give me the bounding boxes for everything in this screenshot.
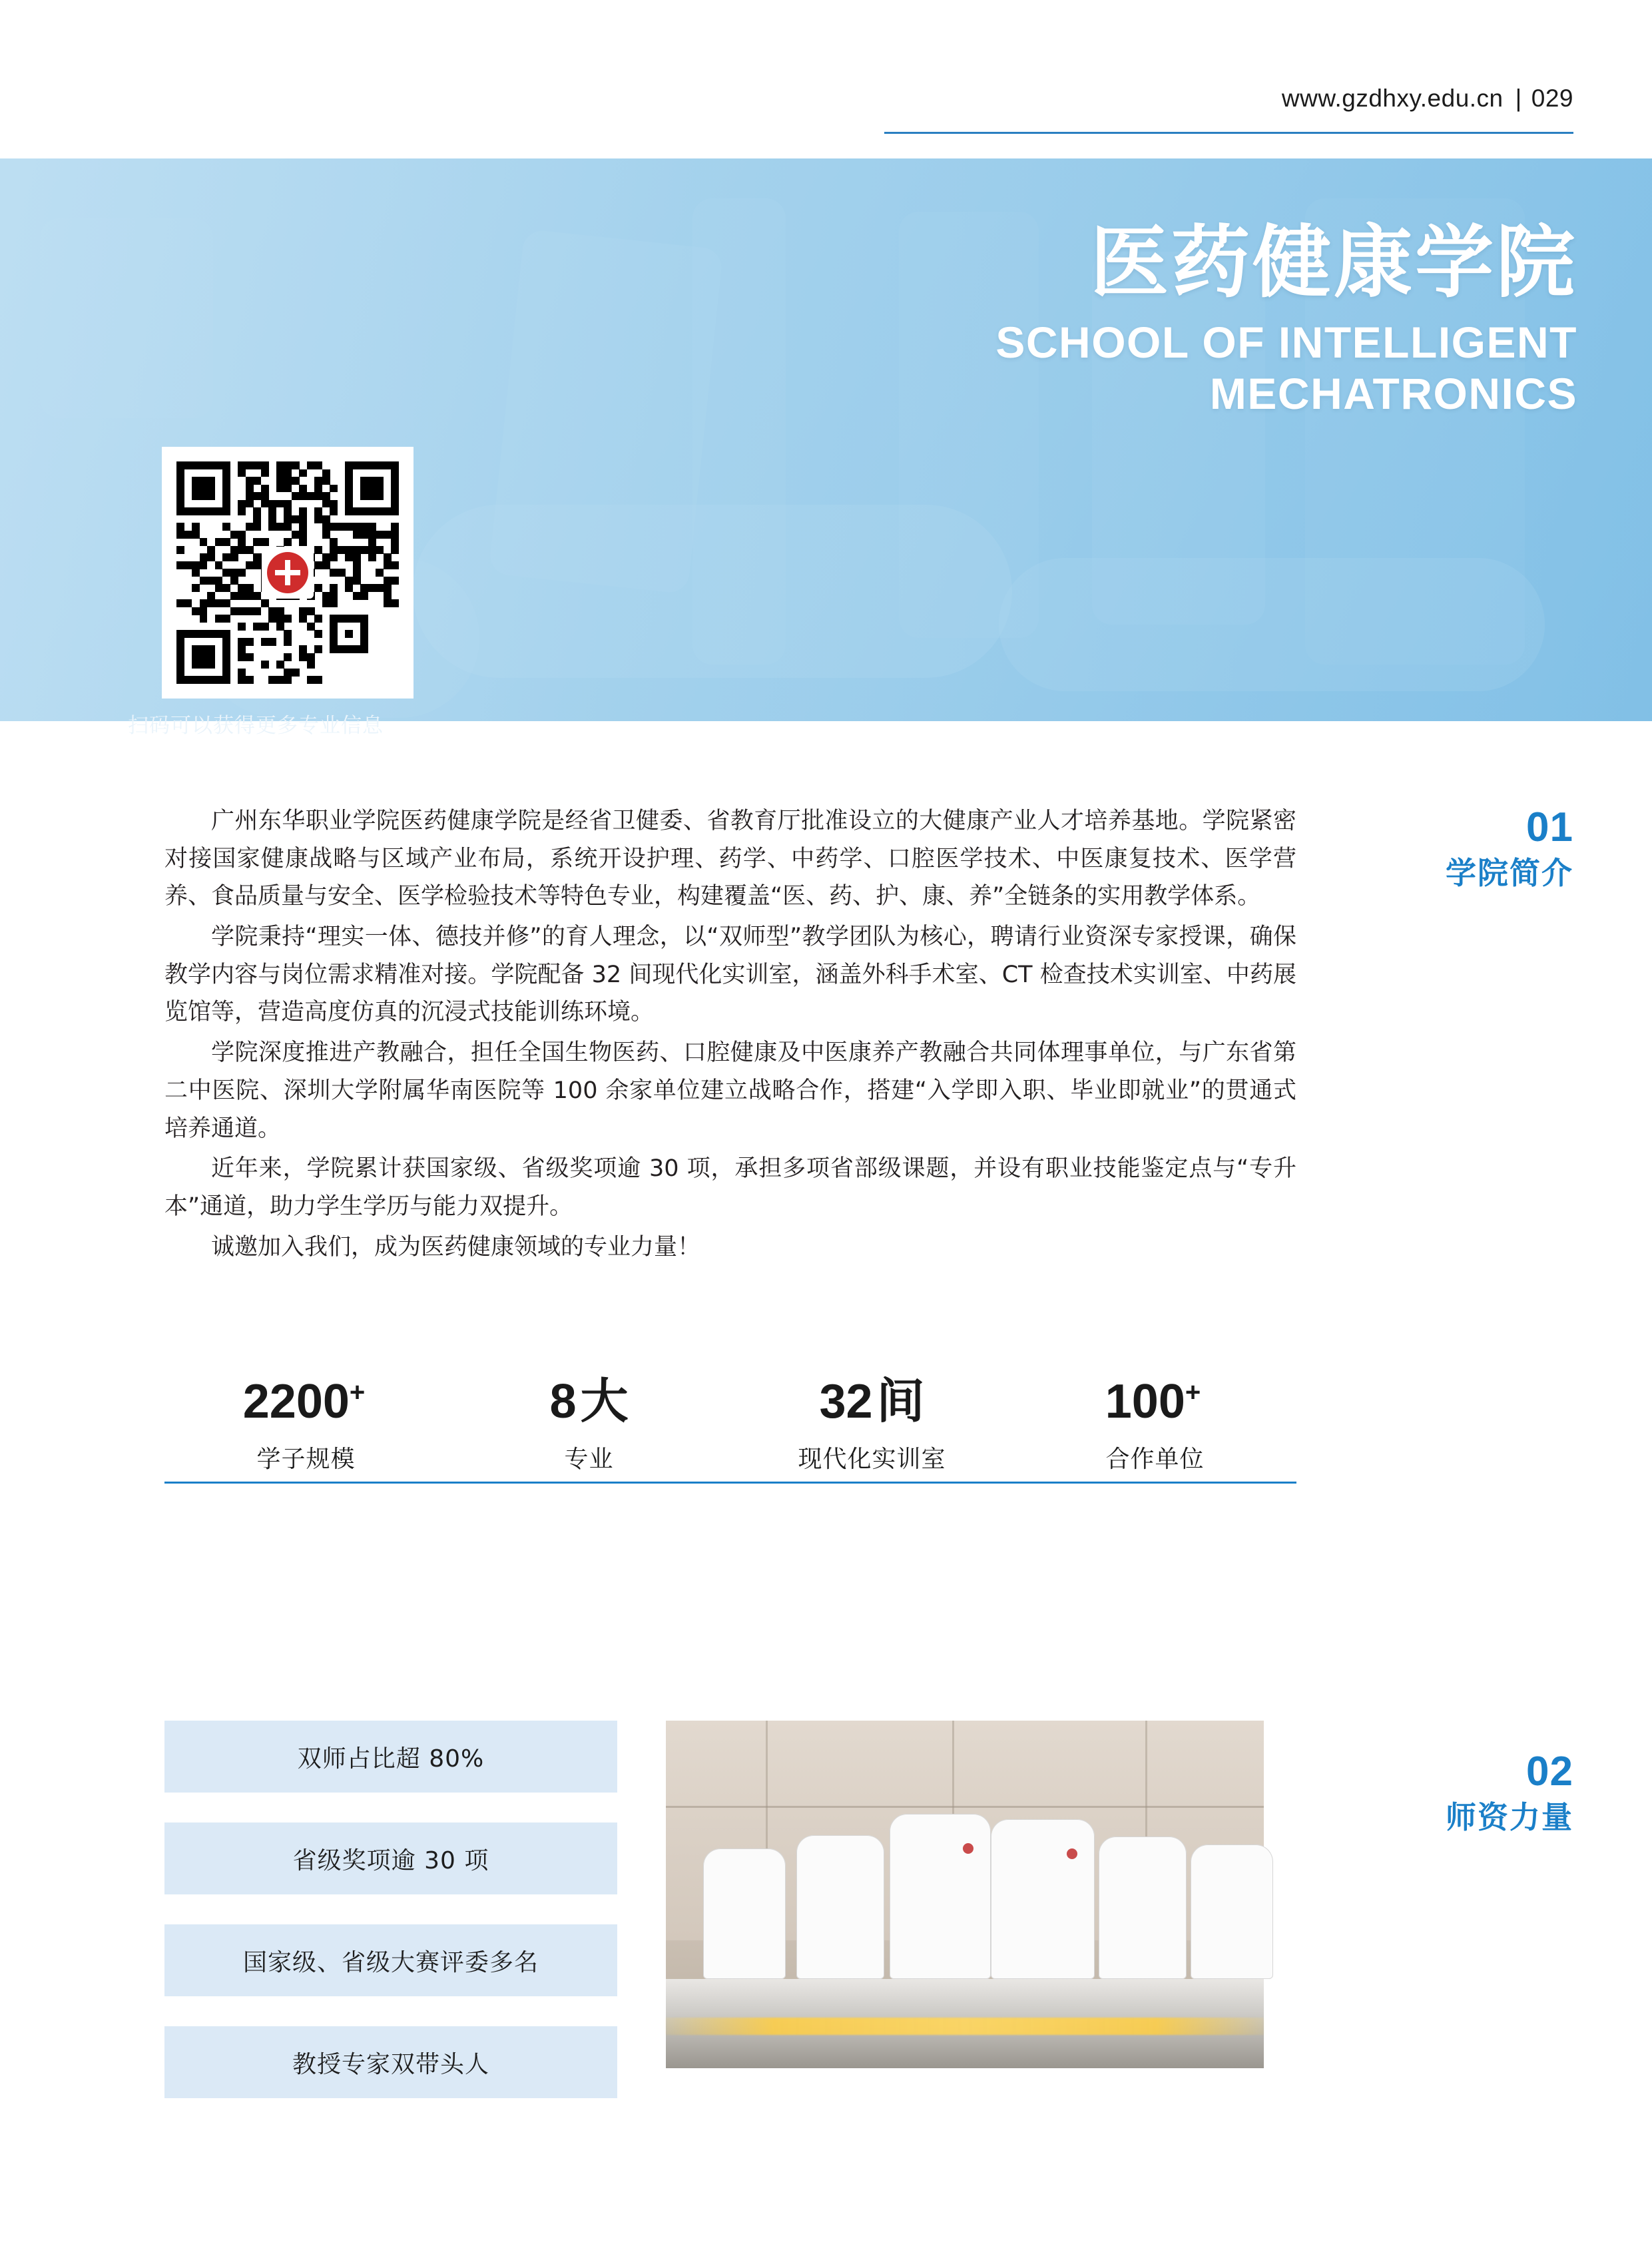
section-marker-02 [1446,1749,1573,1835]
intro-paragraph-5: 诚邀加入我们，成为医药健康领域的专业力量！ [211,1233,701,1261]
intro-paragraph-2: 学院秉持“理实一体、德技并修”的育人理念，以“双师型”教学团队为核心，聘请行业资深专家授课，确保教学内容与岗位需求精准对接。学院配备 32 间现代化实训室，涵盖外科手术室、CT 检查技术实训室、中药展览馆等，营造高度仿真的沉浸式技能训练环境。 [164,924,1296,1026]
section-marker-01 [1446,804,1573,891]
section-title: 学院简介 [1446,855,1573,891]
introduction-body [164,802,1296,1268]
qr-caption: 扫码可以获得更多专业信息 [128,714,384,738]
hero-title-chinese: 医药健康学院 [1089,216,1577,308]
section-number: 01 [1526,804,1573,850]
list-item: 省级奖项逾 30 项 [164,1822,617,1894]
hero-title-group [995,218,1577,419]
statistics-row [164,1370,1296,1484]
stat-value: 32 [819,1375,873,1428]
stat-superscript: + [1185,1378,1201,1407]
stat-item [1013,1370,1296,1482]
medical-cross-icon [267,552,308,593]
hero-banner [0,158,1652,738]
stat-value: 8 [549,1375,577,1428]
intro-paragraph-3: 学院深度推进产教融合，担任全国生物医药、口腔健康及中医康养产教融合共同体理事单位，与广东省第二中医院、深圳大学附属华南医院等 100 余家单位建立战略合作，搭建“入学即入职、毕业即就业”的贯通式培养通道。 [164,1039,1296,1142]
list-item: 双师占比超 80% [164,1721,617,1793]
stat-item [730,1370,1013,1482]
stat-item [164,1370,447,1482]
list-item: 教授专家双带头人 [164,2026,617,2098]
qr-center-logo [262,547,314,599]
header-separator: | [1515,85,1522,112]
list-item: 国家级、省级大赛评委多名 [164,1924,617,1996]
hero-title-english-line1: SCHOOL OF INTELLIGENT [995,318,1577,368]
header-url-block [1282,85,1573,113]
page-header [0,0,1652,153]
intro-paragraph-4: 近年来，学院累计获国家级、省级奖项逾 30 项，承担多项省部级课题，并设有职业技能鉴定点与“专升本”通道，助力学生学历与能力双提升。 [164,1155,1296,1220]
stat-item [447,1370,730,1482]
stat-unit: 间 [876,1373,925,1429]
stat-label: 现代化实训室 [798,1446,946,1473]
stat-value: 100 [1105,1375,1185,1428]
hero-title-english-line2: MECHATRONICS [1209,368,1577,418]
page-number: 029 [1531,85,1573,112]
photo-counter-light [666,2018,1264,2035]
stat-superscript: + [349,1378,366,1407]
website-url: www.gzdhxy.edu.cn [1281,85,1504,112]
stat-label: 学子规模 [256,1446,356,1473]
stat-label: 合作单位 [1105,1446,1205,1473]
faculty-highlight-list [164,1721,617,2128]
header-rule [884,132,1573,134]
faculty-group-photo [666,1721,1264,2068]
section-number: 02 [1526,1749,1573,1795]
intro-paragraph-1: 广州东华职业学院医药健康学院是经省卫健委、省教育厅批准设立的大健康产业人才培养基地。学院紧密对接国家健康战略与区域产业布局，系统开设护理、药学、中药学、口腔医学技术、中医康复技术、医学营养、食品质量与安全、医学检验技术等特色专业，构建覆盖“医、药、护、康、养”全链条的实用教学体系。 [164,808,1296,910]
section-title: 师资力量 [1446,1799,1573,1835]
stat-unit: 大 [580,1373,629,1429]
stat-label: 专业 [564,1446,614,1473]
qr-code-icon[interactable] [162,447,413,699]
stat-value: 2200 [242,1375,350,1428]
